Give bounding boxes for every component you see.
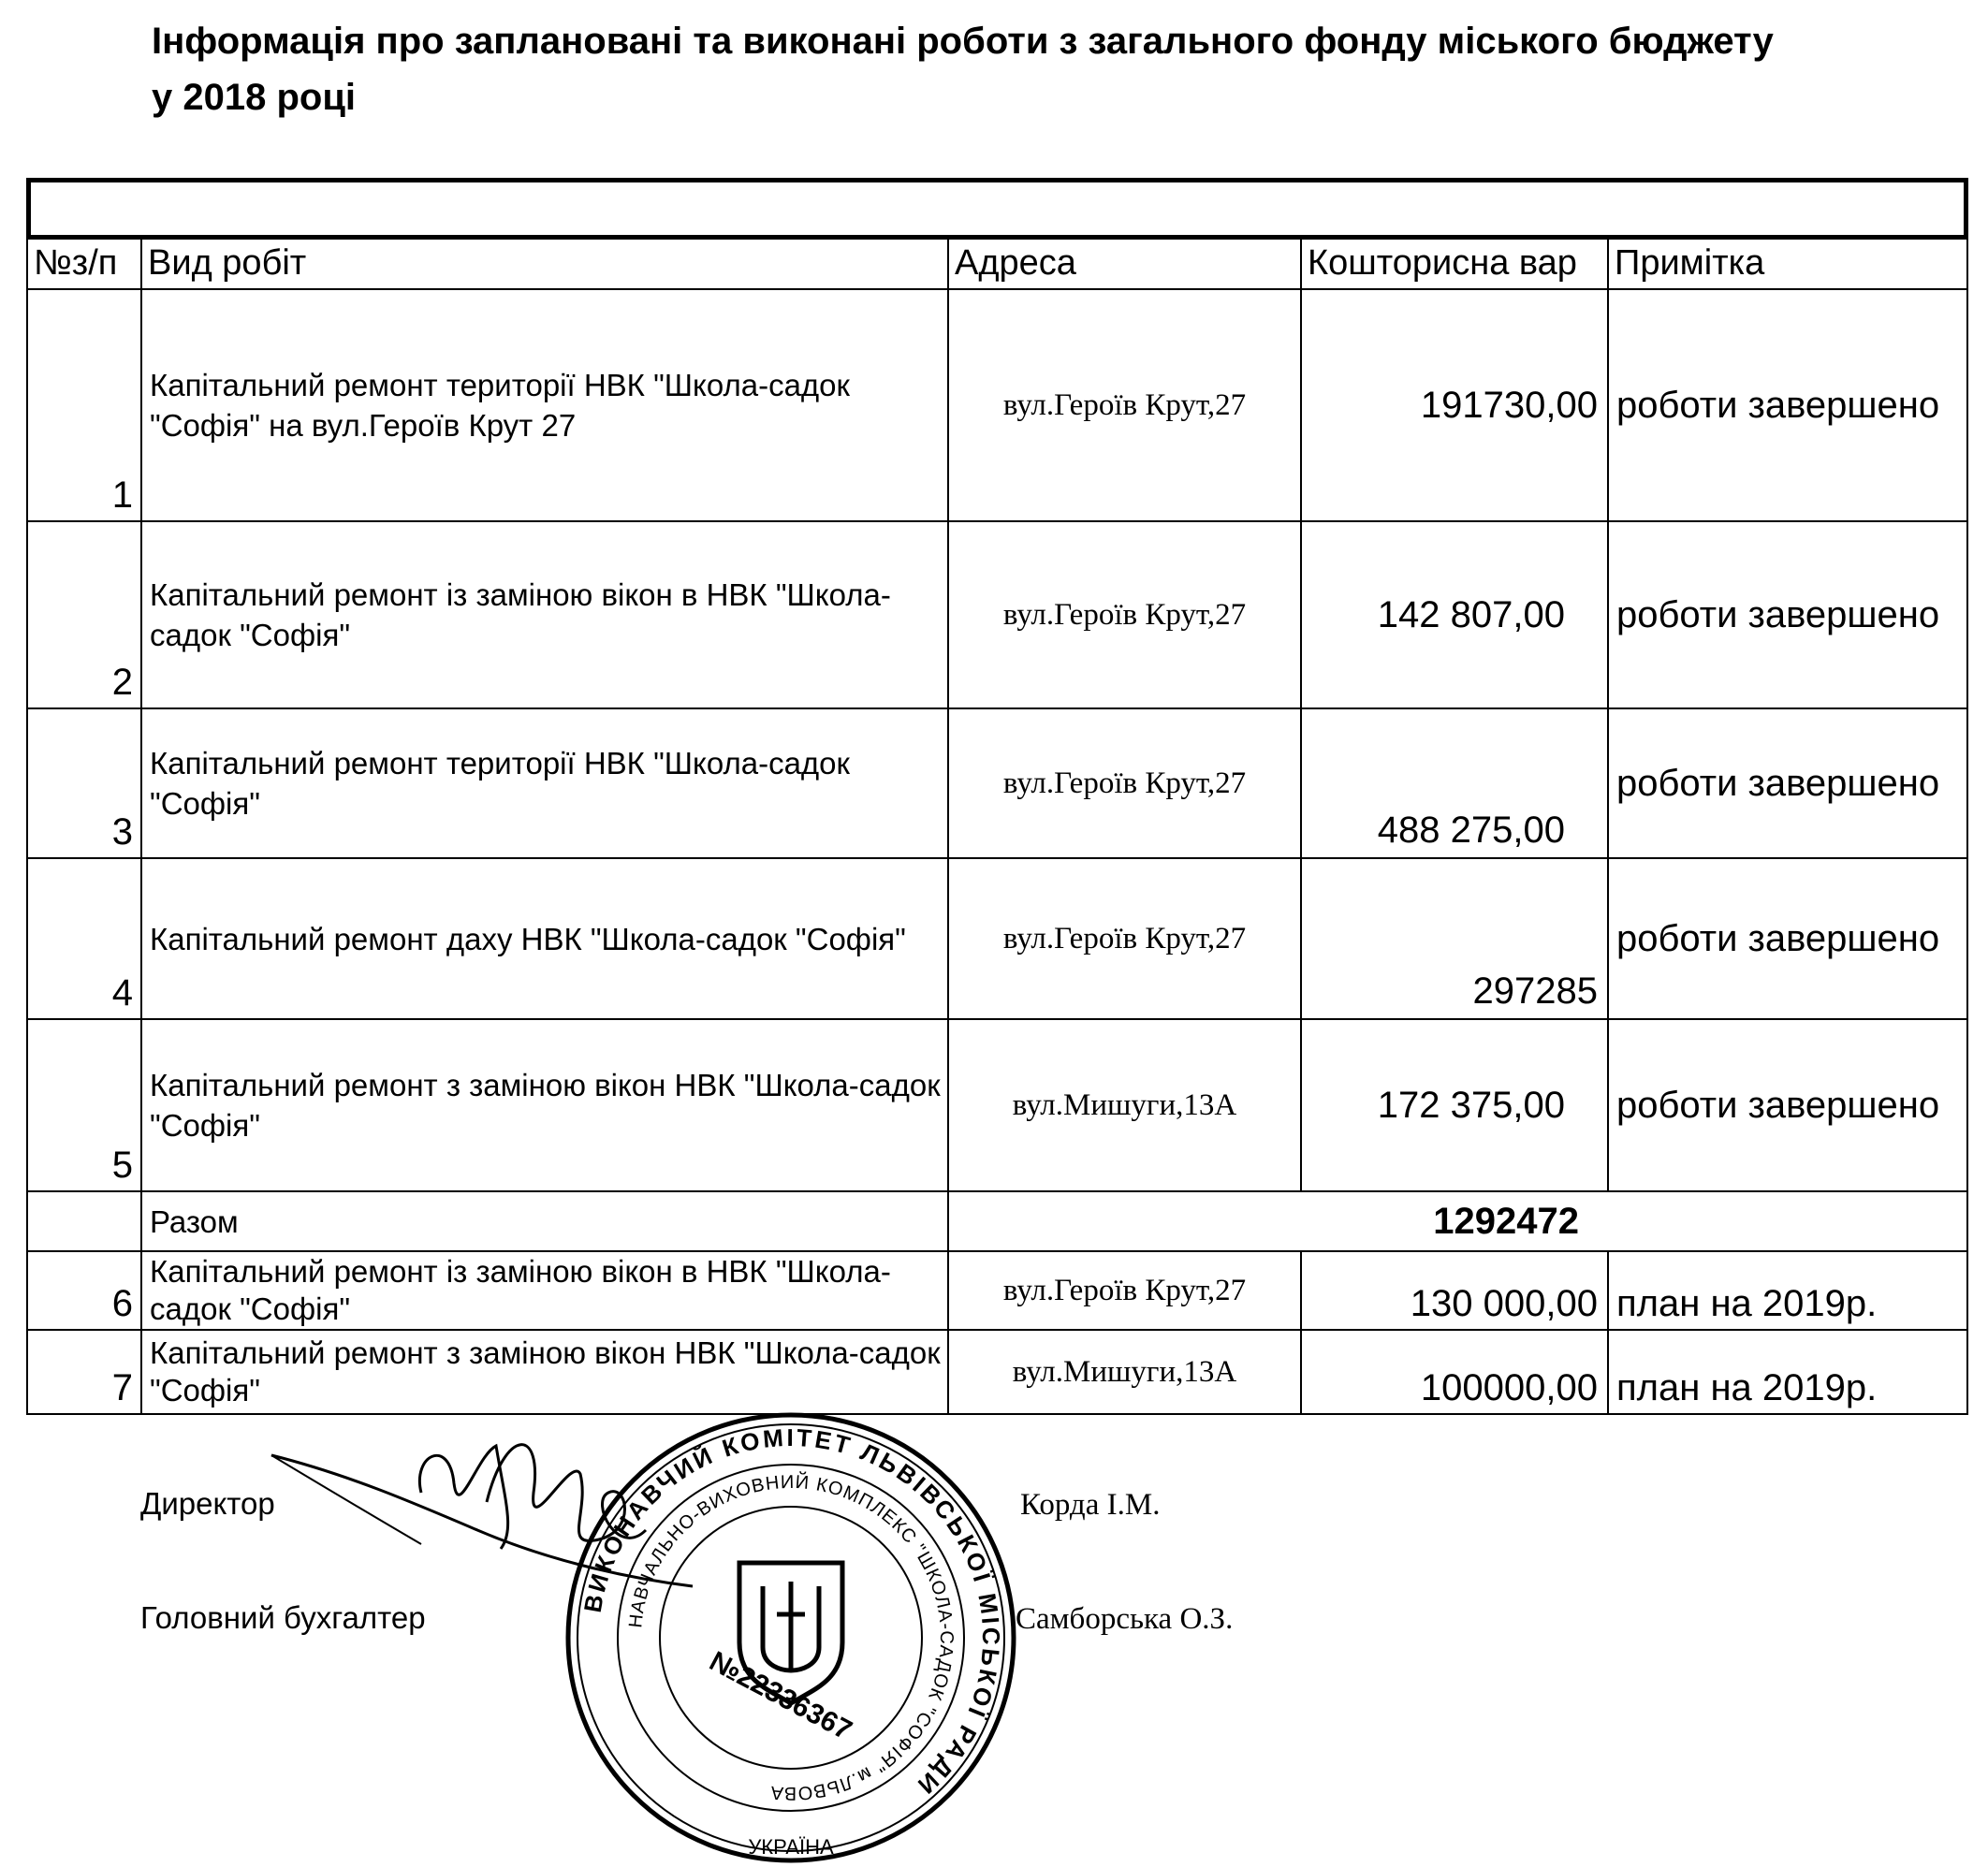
row-2-cost: 142 807,00 (1300, 520, 1609, 709)
row-4-note: роботи завершено (1607, 857, 1968, 1020)
title-line-2: у 2018 році (152, 77, 357, 118)
director-label: Директор (140, 1486, 275, 1521)
stamp-outer-text: ВИКОНАВЧИЙ КОМІТЕТ ЛЬВІВСЬКОЇ МІСЬКОЇ РАДИ (577, 1422, 1006, 1801)
row-2-num: 2 (26, 520, 142, 709)
row-3-cost: 488 275,00 (1300, 707, 1609, 859)
row-6-address: вул.Героїв Крут,27 (947, 1250, 1302, 1331)
header-cost: Кошторисна вар (1300, 238, 1609, 290)
row-4-num: 4 (26, 857, 142, 1020)
header-address: Адреса (947, 238, 1302, 290)
row-3-num: 3 (26, 707, 142, 859)
title-line-1: Інформація про заплановані та виконані роботи з загального фонду міського бюджету (152, 21, 1774, 62)
row-7-num: 7 (26, 1329, 142, 1415)
row-2-note: роботи завершено (1607, 520, 1968, 709)
row-3-address: вул.Героїв Крут,27 (947, 707, 1302, 859)
row-5-work: Капітальний ремонт з заміною вікон НВК "Школа-садок "Софія" (140, 1018, 949, 1192)
stamp-country: УКРАЇНА (748, 1835, 834, 1859)
row-3-note: роботи завершено (1607, 707, 1968, 859)
stamp-inner-text: НАВЧАЛЬНО-ВИХОВНИЙ КОМПЛЕКС "ШКОЛА-САДОК "СОФІЯ" м.ЛЬВОВА (625, 1471, 957, 1804)
row-1-work: Капітальний ремонт території НВК "Школа-садок "Софія" на вул.Героїв Крут 27 (140, 288, 949, 522)
row-5-address: вул.Мишуги,13А (947, 1018, 1302, 1192)
row-1-cost: 191730,00 (1300, 288, 1609, 522)
accountant-name: Самборська О.З. (1016, 1602, 1234, 1636)
row-1-address: вул.Героїв Крут,27 (947, 288, 1302, 522)
row-6-cost: 130 000,00 (1300, 1250, 1609, 1331)
row-6-work: Капітальний ремонт із заміною вікон в НВК "Школа-садок "Софія" (140, 1250, 949, 1331)
row-2-work: Капітальний ремонт із заміною вікон в НВК "Школа-садок "Софія" (140, 520, 949, 709)
row-5-num: 5 (26, 1018, 142, 1192)
header-num: №з/п (26, 238, 142, 290)
row-1-num: 1 (26, 288, 142, 522)
row-4-address: вул.Героїв Крут,27 (947, 857, 1302, 1020)
table-top-band (26, 178, 1968, 240)
row-6-note: план на 2019р. (1607, 1250, 1968, 1331)
director-name: Корда І.М. (1020, 1488, 1161, 1522)
trident-emblem-icon (739, 1563, 842, 1703)
row-5-note: роботи завершено (1607, 1018, 1968, 1192)
row-4-cost: 297285 (1300, 857, 1609, 1020)
header-note: Примітка (1607, 238, 1968, 290)
row-2-address: вул.Героїв Крут,27 (947, 520, 1302, 709)
accountant-label: Головний бухгалтер (140, 1600, 426, 1635)
row-7-note: план на 2019р. (1607, 1329, 1968, 1415)
total-num-cell (26, 1190, 142, 1252)
total-label: Разом (140, 1190, 949, 1252)
total-value: 1292472 (947, 1190, 1968, 1252)
row-7-work: Капітальний ремонт з заміною вікон НВК "Школа-садок "Софія" (140, 1329, 949, 1415)
row-5-cost: 172 375,00 (1300, 1018, 1609, 1192)
document-title (152, 13, 1930, 125)
stamp-code: №22336367 (704, 1645, 857, 1747)
row-7-cost: 100000,00 (1300, 1329, 1609, 1415)
row-3-work: Капітальний ремонт території НВК "Школа-садок "Софія" (140, 707, 949, 859)
official-stamp (562, 1408, 1020, 1867)
header-work: Вид робіт (140, 238, 949, 290)
row-4-work: Капітальний ремонт даху НВК "Школа-садок "Софія" (140, 857, 949, 1020)
row-6-num: 6 (26, 1250, 142, 1331)
row-7-address: вул.Мишуги,13А (947, 1329, 1302, 1415)
row-1-note: роботи завершено (1607, 288, 1968, 522)
